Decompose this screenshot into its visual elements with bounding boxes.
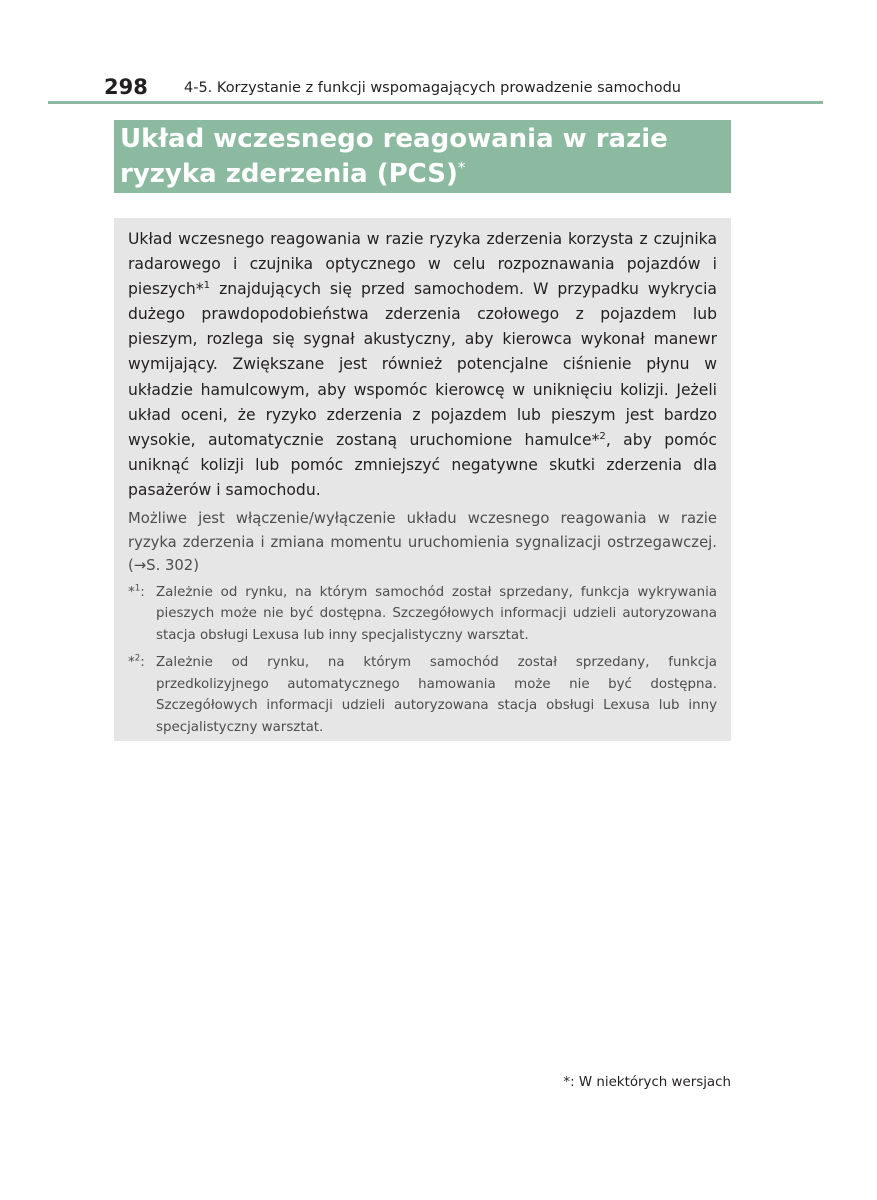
- footnote-ref-2: 2: [599, 430, 606, 442]
- page-title-text: Układ wczesnego reagowania w razie ryzyka zderzenia (PCS): [120, 124, 668, 189]
- footnote-2-number: 2: [134, 653, 141, 664]
- main-paragraph: [128, 227, 717, 503]
- page-header: [104, 74, 824, 104]
- main-text-part3: , aby pomóc uniknąć kolizji lub pomóc zmniejszyć negatywne skutki zderzenia dla pasażerów i samochodu.: [128, 430, 717, 499]
- secondary-paragraph: Możliwe jest włączenie/wyłączenie układu wczesnego reagowania w razie ryzyka zderzenia i zmiana momentu uruchomienia sygnalizacji ostrzegawczej. (→S. 302): [128, 510, 717, 575]
- page-footnote: *: W niektórych wersjach: [563, 1075, 731, 1090]
- footnote-2-asterisk: *: [128, 655, 135, 671]
- footnote-ref-1: 1: [203, 280, 211, 291]
- title-banner: [114, 120, 731, 193]
- title-asterisk: *: [457, 158, 466, 177]
- header-divider: [48, 101, 823, 104]
- section-title: 4-5. Korzystanie z funkcji wspomagających prowadzenie samochodu: [184, 80, 681, 96]
- footnote-1-asterisk: *: [128, 584, 135, 600]
- page-number: 298: [104, 75, 148, 99]
- footnote-1-marker: [128, 582, 156, 647]
- footnote-2-text: Zależnie od rynku, na którym samochód został sprzedany, funkcja przedkolizyjnego automatycznego hamowania może nie być dostępna. Szczegółowych informacji udzieli autoryzowana stacja obsługi Lexusa lub inny specjalistyczny warsztat.: [156, 655, 717, 735]
- footnote-2-marker: [128, 652, 156, 738]
- page-title: [120, 122, 725, 192]
- footnote-1-number: 1: [134, 583, 141, 594]
- footnote-1-text: Zależnie od rynku, na którym samochód został sprzedany, funkcja wykrywania pieszych może nie być dostępna. Szczegółowych informacji udzieli autoryzowana stacja obsługi Lexusa lub inny specjalistyczny warsztat.: [156, 584, 717, 643]
- main-text-part1: Układ wczesnego reagowania w razie ryzyka zderzenia korzysta z czujnika radarowego i czujnika optycznego w celu rozpoznawania pojazdów i pieszych*: [128, 230, 717, 299]
- footnote-1: [128, 582, 717, 647]
- footnote-2-colon: :: [140, 655, 145, 671]
- footnote-1-colon: :: [140, 584, 145, 600]
- footnote-2: [128, 652, 717, 738]
- main-text-part2: znajdujących się przed samochodem. W przypadku wykrycia dużego prawdopodobieństwa zderzenia czołowego z pojazdem lub pieszym, rozlega się sygnał akustyczny, aby kierowca wykonał manewr wymijający. Zwiększane jest również potencjalne ciśnienie płynu w układzie hamulcowym, aby wspomóc kierowcę w uniknięciu kolizji. Jeżeli układ oceni, że ryzyko zderzenia z pojazdem lub pieszym jest bardzo wysokie, automatycznie zostaną uruchomione hamulce*: [128, 280, 717, 449]
- info-box: [114, 218, 731, 741]
- info-box-content: [128, 227, 717, 738]
